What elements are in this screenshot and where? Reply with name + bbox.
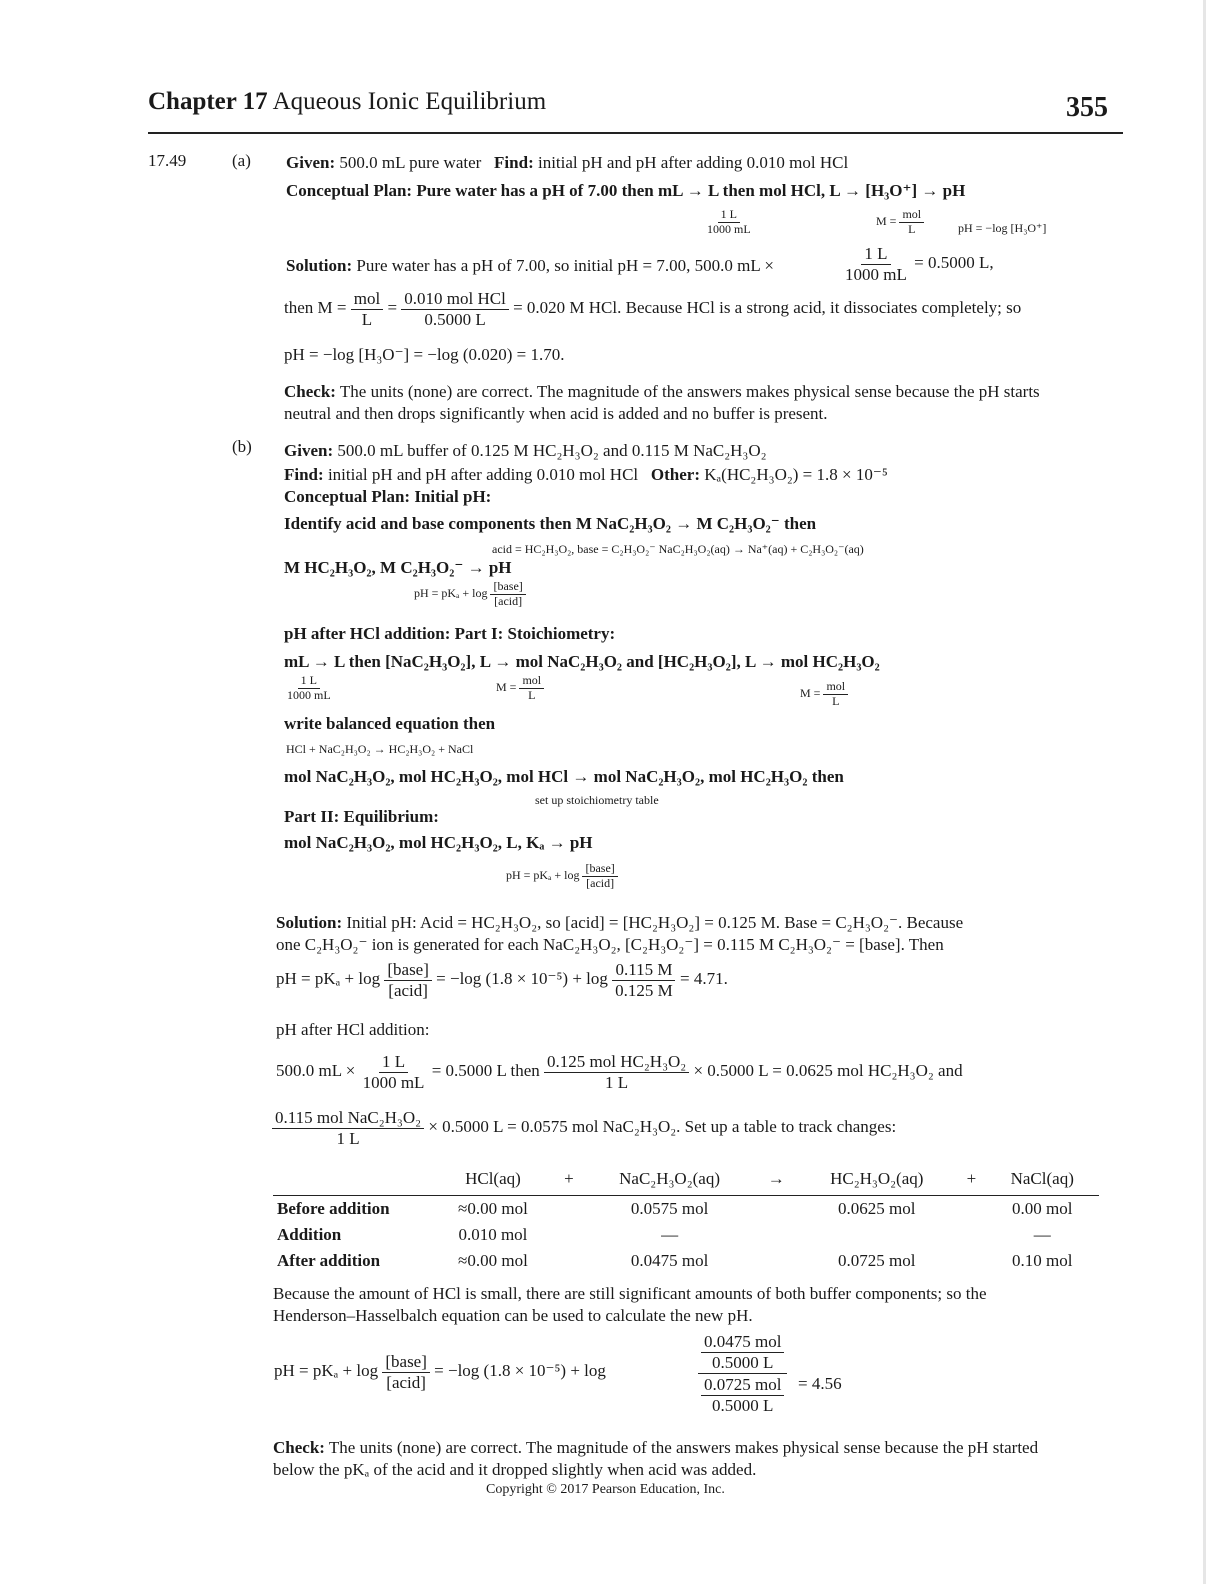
conv-num: 1 L: [298, 674, 320, 689]
plan-conv-den: 1000 mL: [707, 221, 751, 236]
sol-frac-num: 1 L: [861, 244, 890, 265]
hh-num: [base]: [382, 1352, 430, 1373]
given-label: Given:: [286, 153, 336, 172]
table-cell: ≈0.00 mol: [458, 1199, 528, 1218]
hh-den: [acid]: [494, 593, 523, 608]
check-text-1: The units (none) are correct. The magnitude of the answers makes physical sense because the pH started: [328, 1438, 1039, 1457]
ph-calc-result: = 4.71.: [680, 968, 728, 988]
row-label: Before addition: [277, 1199, 390, 1218]
hh-den: [acid]: [388, 980, 428, 1000]
table-row: [273, 1222, 1099, 1248]
table-header: →: [756, 1163, 796, 1196]
part1-heading: pH after HCl addition: Part I: Stoichiometry:: [284, 624, 616, 643]
balanced-line: write balanced equation then: [284, 714, 496, 733]
table-header: +: [555, 1163, 583, 1196]
part-b-solution-1: [276, 913, 963, 933]
final-result: = 4.56: [798, 1374, 842, 1393]
given-label: Given:: [284, 441, 334, 460]
part2-hh-eq: [506, 862, 618, 891]
m-den: L: [832, 693, 840, 708]
solution-fraction: [842, 244, 994, 284]
table-cell: 0.0475 mol: [630, 1251, 709, 1270]
mol-line: mol NaC₂H₃O₂, mol HC₂H₃O₂, mol HCl → mol NaC₂H₃O₂, mol HC₂H₃O₂ then: [284, 767, 844, 786]
table-header: HCl(aq): [431, 1163, 555, 1196]
solution-text-1: Initial pH: Acid = HC₂H₃O₂, so [acid] = [HC₂H₃O₂] = 0.125 M. Base = C₂H₃O₂⁻. Because: [346, 913, 964, 932]
check-text-1: The units (none) are correct. The magnitude of the answers makes physical sense because the pH starts: [339, 382, 1040, 401]
plan-line-1: Identify acid and base components then M NaC₂H₃O₂ → M C₂H₃O₂⁻ then: [284, 514, 817, 533]
m-lhs: M =: [800, 686, 821, 701]
given-text: 500.0 mL pure water: [339, 153, 482, 172]
hh-num: [base]: [384, 960, 432, 981]
plan-molarity: [876, 208, 924, 237]
table-header: +: [957, 1163, 985, 1196]
check-label: Check:: [273, 1438, 325, 1457]
plan-conv-num: 1 L: [718, 208, 740, 223]
base-calc: [272, 1108, 896, 1148]
part-b-check-2: below the pKₐ of the acid and it dropped slightly when acid was added.: [273, 1460, 757, 1479]
final-top-den: 0.5000 L: [712, 1352, 774, 1372]
ph-calc-mid: = −log (1.8 × 10⁻⁵) + log: [434, 1360, 606, 1380]
final-complex-fraction: [698, 1332, 787, 1415]
acid-frac-num: 0.125 mol HC₂H₃O₂: [544, 1052, 689, 1073]
other-text: Kₐ(HC₂H₃O₂) = 1.8 × 10⁻⁵: [704, 465, 888, 484]
header-rule: [148, 132, 1123, 134]
then-frac1-den: L: [361, 309, 373, 329]
conv-den: 1000 mL: [287, 687, 331, 702]
sol-result: = 0.5000 L,: [914, 252, 994, 272]
page-number: 355: [1066, 92, 1108, 123]
find-label: Find:: [494, 153, 534, 172]
hh-num: [base]: [582, 862, 617, 877]
then-frac2-den: 0.5000 L: [424, 309, 486, 329]
part1-molarity-1: [496, 674, 544, 703]
m-den: L: [528, 687, 536, 702]
ph-calc-den: 0.125 M: [615, 980, 673, 1000]
molarity-line: [284, 289, 1021, 329]
part-b-solution-2: one C₂H₃O₂⁻ ion is generated for each NaC₂H₃O₂, [C₂H₃O₂⁻] = 0.115 M C₂H₃O₂⁻ = [base]. Then: [276, 935, 944, 954]
table-row: [273, 1196, 1099, 1223]
part2-heading: Part II: Equilibrium:: [284, 807, 439, 826]
part1-molarity-2: [800, 680, 848, 709]
table-cell: 0.10 mol: [1012, 1251, 1073, 1270]
plan-hh-eq: [414, 580, 526, 609]
find-text: initial pH and pH after adding 0.010 mol HCl: [327, 465, 639, 484]
table-cell: [796, 1222, 957, 1248]
ph-calc-mid: = −log (1.8 × 10⁻⁵) + log: [436, 968, 608, 988]
volume-calc: [276, 1052, 963, 1092]
sol-frac-den: 1000 mL: [845, 264, 907, 284]
final-bot-den: 0.5000 L: [712, 1395, 774, 1415]
row-label: After addition: [277, 1251, 381, 1270]
vol-lhs: 500.0 mL ×: [276, 1060, 356, 1080]
table-cell: ≈0.00 mol: [458, 1251, 528, 1270]
part-b-given: [284, 441, 767, 461]
table-header: NaC₂H₃O₂(aq): [583, 1163, 756, 1196]
hh-den: [acid]: [386, 1372, 426, 1392]
table-header: [273, 1163, 431, 1196]
plan-line-2: M HC₂H₃O₂, M C₂H₃O₂⁻ → pH: [284, 558, 512, 577]
table-cell: 0.010 mol: [458, 1225, 528, 1244]
plan-m-den: L: [908, 221, 916, 236]
copyright-footer: Copyright © 2017 Pearson Education, Inc.: [486, 1482, 725, 1497]
table-header: NaCl(aq): [985, 1163, 1099, 1196]
part-a-check: [284, 382, 1040, 402]
because-line-2: Henderson–Hasselbalch equation can be used to calculate the new pH.: [273, 1306, 753, 1325]
part1-line: mL → L then [NaC₂H₃O₂], L → mol NaC₂H₃O₂ and [HC₂H₃O₂], L → mol HC₂H₃O₂: [284, 652, 880, 671]
part-b-check: [273, 1438, 1038, 1458]
main-fraction-bar: [698, 1373, 787, 1374]
stoichiometry-table: [273, 1163, 1099, 1274]
solution-text: Pure water has a pH of 7.00, so initial pH = 7.00, 500.0 mL ×: [356, 256, 774, 275]
part-a-plan: Conceptual Plan: Pure water has a pH of 7.00 then mL → L then mol HCl, L → [H₃O⁺] → pH: [286, 181, 966, 200]
table-header-row: [273, 1163, 1099, 1196]
part1-conv: [284, 674, 334, 703]
because-line-1: Because the amount of HCl is small, there are still significant amounts of both buffer components; so the: [273, 1284, 987, 1303]
plan-m-lhs: M =: [876, 214, 897, 229]
vol-mid: = 0.5000 L then: [431, 1060, 540, 1080]
page-edge-shadow: [1203, 0, 1206, 1584]
plan-conversion: [704, 208, 754, 237]
hh-num: [base]: [490, 580, 525, 595]
table-cell: 0.0625 mol: [838, 1199, 916, 1218]
given-text: 500.0 mL buffer of 0.125 M HC₂H₃O₂ and 0.115 M NaC₂H₃O₂: [337, 441, 767, 460]
part-b-label: (b): [232, 437, 252, 456]
table-cell: —: [1033, 1225, 1051, 1244]
vol-frac-den: 1000 mL: [362, 1072, 425, 1092]
table-cell: 0.00 mol: [1012, 1199, 1073, 1218]
table-cell: —: [661, 1225, 679, 1244]
stoich-note: set up stoichiometry table: [535, 793, 659, 807]
ph-calc-num: 0.115 M: [612, 960, 675, 981]
hh-lhs: pH = pKₐ + log: [506, 868, 580, 883]
check-label: Check:: [284, 382, 336, 401]
part2-line: mol NaC₂H₃O₂, mol HC₂H₃O₂, L, Kₐ → pH: [284, 833, 593, 852]
m-lhs: M =: [496, 680, 517, 695]
plan-heading: Conceptual Plan: Initial pH:: [284, 487, 492, 506]
chapter-label: Chapter 17: [148, 88, 268, 115]
part-a-label: (a): [232, 151, 251, 170]
table-cell: 0.0725 mol: [838, 1251, 916, 1270]
equals-sign: =: [387, 297, 398, 317]
chapter-title: Aqueous Ionic Equilibrium: [272, 88, 547, 115]
other-label: Other:: [650, 465, 700, 484]
row-label: Addition: [277, 1225, 342, 1244]
m-num: mol: [519, 674, 544, 689]
part-a-given: [286, 153, 848, 173]
acid-frac-den: 1 L: [605, 1072, 629, 1092]
initial-ph-calc: [276, 960, 728, 1000]
table-cell: 0.0575 mol: [630, 1199, 709, 1218]
solution-label: Solution:: [286, 256, 353, 275]
m-num: mol: [823, 680, 848, 695]
table-row: [273, 1248, 1099, 1274]
plan-ph-eq: pH = −log [H₃O⁺]: [958, 221, 1047, 235]
base-frac-num: 0.115 mol NaC₂H₃O₂: [272, 1108, 424, 1129]
vol-frac-num: 1 L: [379, 1052, 408, 1073]
final-bot-num: 0.0725 mol: [701, 1375, 784, 1396]
plan-m-num: mol: [899, 208, 924, 223]
part-a-check-2: neutral and then drops significantly when acid is added and no buffer is present.: [284, 404, 828, 423]
running-header: [148, 88, 546, 116]
then-tail: = 0.020 M HCl. Because HCl is a strong acid, it dissociates completely; so: [513, 297, 1022, 317]
problem-number: 17.49: [148, 151, 187, 170]
then-frac2-num: 0.010 mol HCl: [401, 289, 509, 310]
final-ph-lhs: [274, 1352, 606, 1392]
plan-note-1: acid = HC₂H₃O₂, base = C₂H₃O₂⁻ NaC₂H₃O₂(aq) → Na⁺(aq) + C₂H₃O₂⁻(aq): [492, 542, 864, 556]
base-frac-den: 1 L: [336, 1128, 360, 1148]
part-a-solution: [286, 256, 774, 276]
find-text: initial pH and pH after adding 0.010 mol HCl: [537, 153, 849, 172]
acid-tail: × 0.5000 L = 0.0625 mol HC₂H₃O₂ and: [693, 1060, 963, 1080]
ph-line: pH = −log [H₃O⁻] = −log (0.020) = 1.70.: [284, 345, 565, 364]
then-frac1-num: mol: [351, 289, 383, 310]
then-m: then M =: [284, 297, 347, 317]
hh-den: [acid]: [586, 875, 615, 890]
hh-lhs: pH = pKₐ + log: [414, 586, 488, 601]
final-top-num: 0.0475 mol: [701, 1332, 784, 1353]
table-header: HC₂H₃O₂(aq): [796, 1163, 957, 1196]
part-b-find: [284, 465, 888, 485]
hh-lhs: pH = pKₐ + log: [276, 968, 381, 988]
after-label: pH after HCl addition:: [276, 1020, 430, 1039]
find-label: Find:: [284, 465, 324, 484]
solution-label: Solution:: [276, 913, 343, 932]
balanced-eq: HCl + NaC₂H₃O₂ → HC₂H₃O₂ + NaCl: [286, 742, 474, 756]
base-tail: × 0.5000 L = 0.0575 mol NaC₂H₃O₂. Set up a table to track changes:: [428, 1116, 897, 1136]
hh-lhs: pH = pKₐ + log: [274, 1360, 379, 1380]
